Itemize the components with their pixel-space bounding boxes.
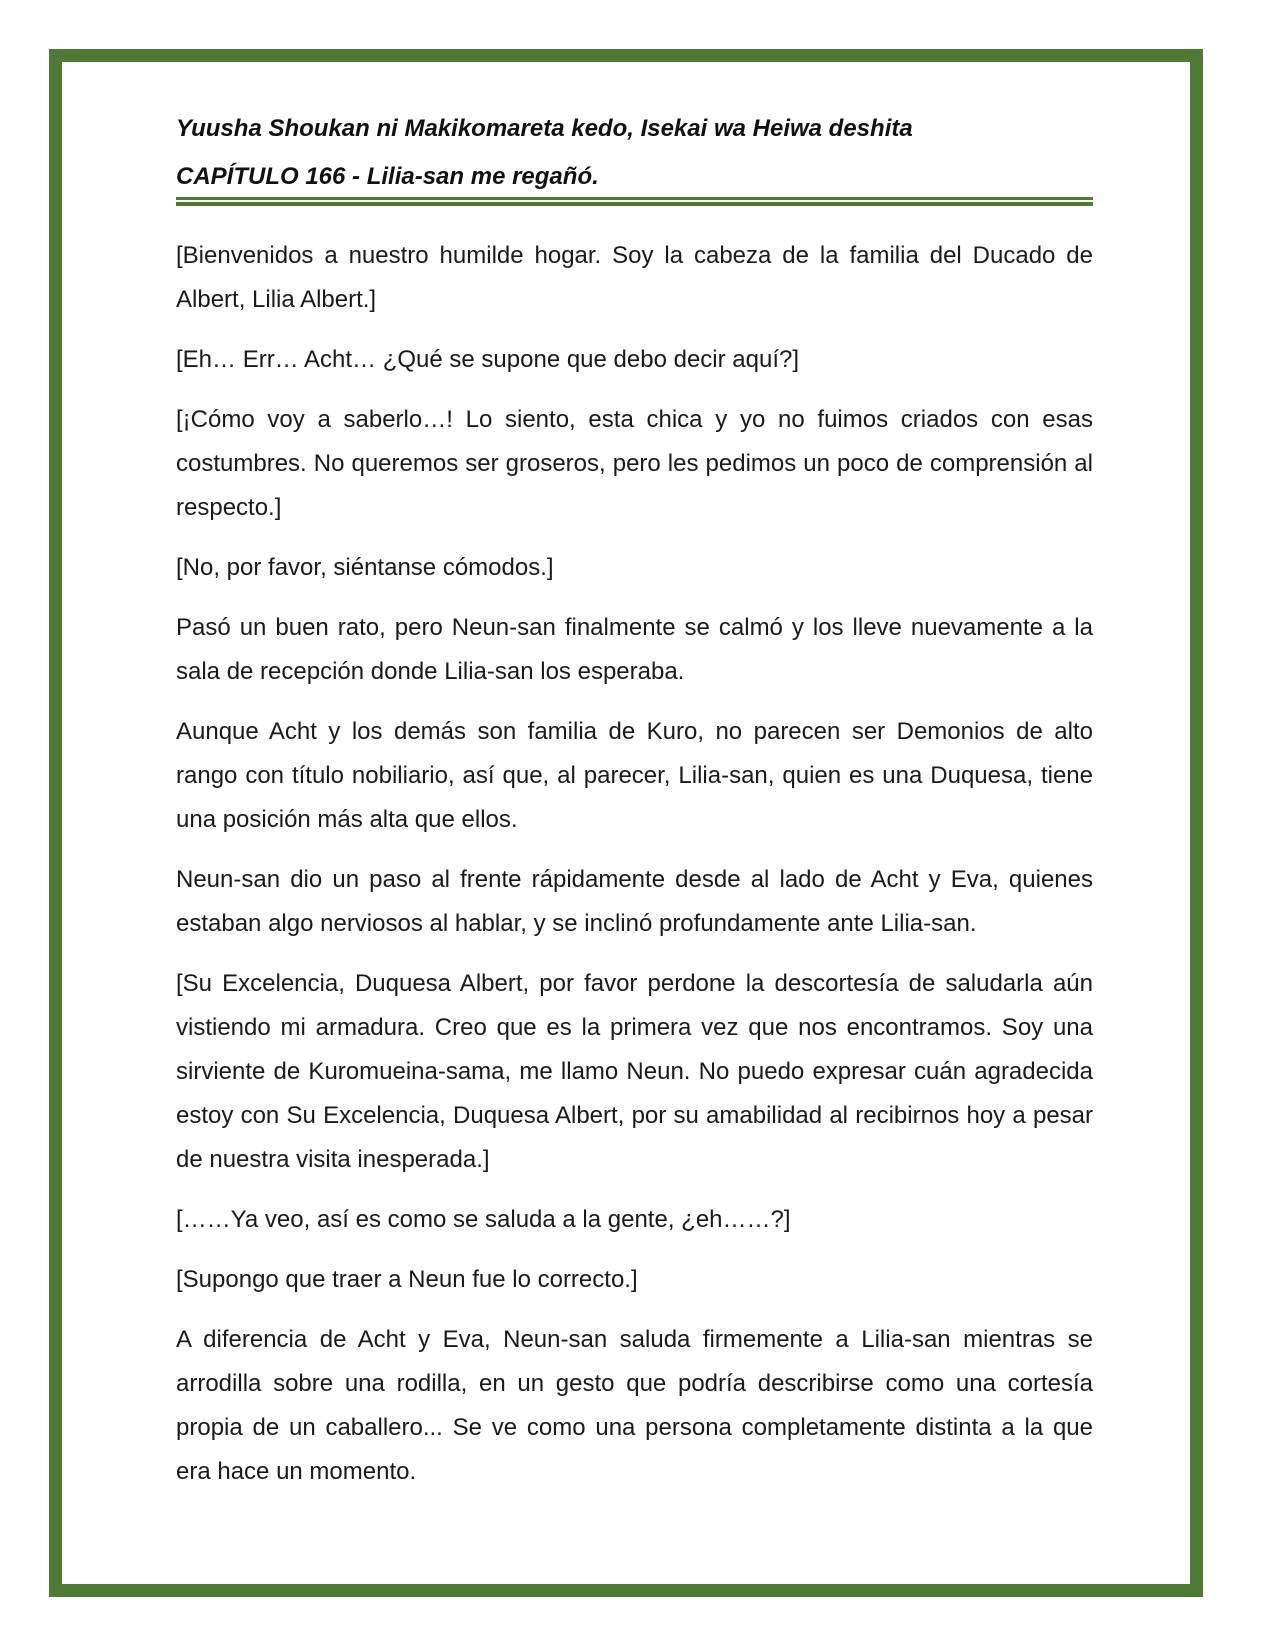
- paragraph: [Supongo que traer a Neun fue lo correcto.]: [176, 1266, 638, 1293]
- header-divider-thick: [176, 197, 1093, 200]
- header-divider-thin: [176, 202, 1093, 206]
- paragraph: [Bienvenidos a nuestro humilde hogar. Soy la cabeza de la familia del Ducado de Albert, Lilia Albert.]: [176, 242, 1093, 313]
- paragraph: [……Ya veo, así es como se saluda a la gente, ¿eh……?]: [176, 1206, 791, 1233]
- paragraph: A diferencia de Acht y Eva, Neun-san saluda firmemente a Lilia-san mientras se arrodilla sobre una rodilla, en un gesto que podría describirse como una cortesía propia de un caballero... Se ve como una persona completamente distinta a la que era hace un momento.: [176, 1326, 1093, 1485]
- paragraph: [Eh… Err… Acht… ¿Qué se supone que debo decir aquí?]: [176, 346, 800, 373]
- paragraph: Pasó un buen rato, pero Neun-san finalmente se calmó y los lleve nuevamente a la sala de recepción donde Lilia-san los esperaba.: [176, 614, 1093, 685]
- paragraph: [No, por favor, siéntanse cómodos.]: [176, 554, 554, 581]
- chapter-title: CAPÍTULO 166 - Lilia-san me regañó.: [176, 163, 599, 190]
- paragraph: Aunque Acht y los demás son familia de Kuro, no parecen ser Demonios de alto rango con título nobiliario, así que, al parecer, Lilia-san, quien es una Duquesa, tiene una posición más alta que ellos.: [176, 718, 1093, 833]
- paragraph: [Su Excelencia, Duquesa Albert, por favor perdone la descortesía de saludarla aún vistiendo mi armadura. Creo que es la primera vez que nos encontramos. Soy una sirviente de Kuromueina-sama, me llamo Neun. No puedo expresar cuán agradecida estoy con Su Excelencia, Duquesa Albert, por su amabilidad al recibirnos hoy a pesar de nuestra visita inesperada.]: [176, 970, 1093, 1173]
- series-title: Yuusha Shoukan ni Makikomareta kedo, Isekai wa Heiwa deshita: [176, 115, 913, 142]
- paragraph: [¡Cómo voy a saberlo…! Lo siento, esta chica y yo no fuimos criados con esas costumbres. No queremos ser groseros, pero les pedimos un poco de comprensión al respecto.]: [176, 406, 1093, 521]
- paragraph: Neun-san dio un paso al frente rápidamente desde al lado de Acht y Eva, quienes estaban algo nerviosos al hablar, y se inclinó profundamente ante Lilia-san.: [176, 866, 1093, 937]
- chapter-header: [176, 114, 1093, 206]
- chapter-body: [176, 234, 1093, 1510]
